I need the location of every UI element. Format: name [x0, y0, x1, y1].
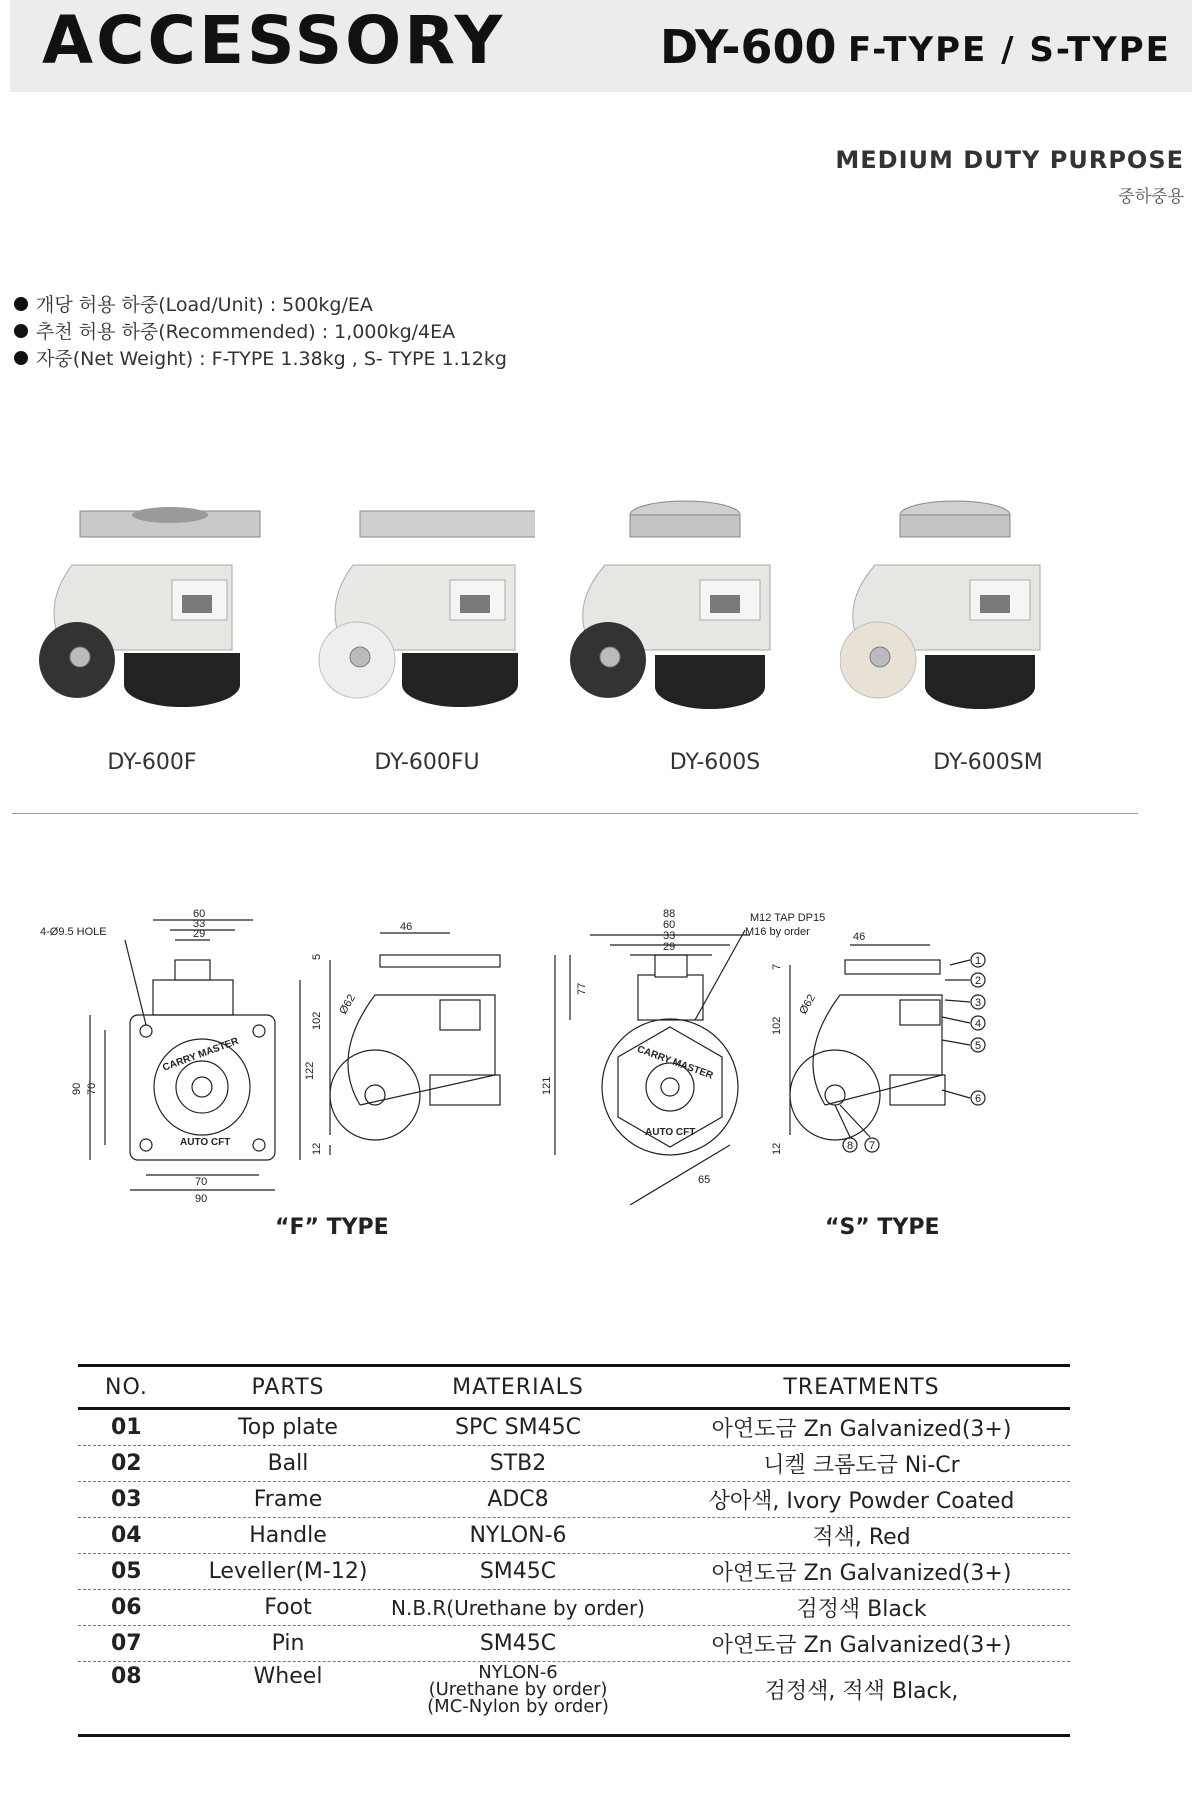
callout-5: 5 — [975, 1040, 982, 1052]
f-type-side-view — [330, 933, 500, 1155]
purpose-ko: 중하중용 — [1118, 187, 1184, 207]
product-label-s: DY-600S — [669, 750, 761, 775]
product-image-sm — [840, 495, 1070, 725]
cell-material-multi — [383, 1664, 653, 1715]
f-dim-60: 60 — [193, 908, 206, 920]
callout-2: 2 — [975, 975, 982, 987]
f-hole-label: 4-Ø9.5 HOLE — [40, 926, 107, 938]
callout-3: 3 — [975, 997, 982, 1009]
f-dim-29: 29 — [193, 928, 206, 940]
cell-no: 02 — [111, 1451, 142, 1476]
f-dim-70b: 70 — [195, 1176, 208, 1188]
table-row — [78, 1626, 1070, 1662]
f-dim-phi62: Ø62 — [337, 992, 358, 1017]
product-image-fu — [305, 495, 535, 725]
s-tap2-label: M16 by order — [745, 926, 810, 938]
s-dim-33: 33 — [663, 930, 676, 942]
f-side-dims — [311, 921, 412, 1155]
f-brand-top: CARRY MASTER — [161, 1035, 241, 1074]
col-materials: MATERIALS — [452, 1374, 584, 1400]
cell-treatment: 검정색, 적색 Black, — [764, 1679, 959, 1704]
spec-load — [14, 292, 507, 319]
cell-material: NYLON-6 — [478, 1662, 558, 1683]
table-row — [78, 1662, 1070, 1737]
cell-material: SM45C — [479, 1631, 557, 1656]
table-row — [78, 1410, 1070, 1446]
s-side-dims — [771, 931, 865, 1155]
cell-no: 07 — [111, 1631, 142, 1656]
spec-load-text: 개당 허용 하중(Load/Unit) : 500kg/EA — [36, 294, 373, 316]
section-divider — [12, 813, 1138, 814]
s-dim-7: 7 — [771, 963, 783, 970]
table-row — [78, 1446, 1070, 1482]
cell-treatment: 아연도금 Zn Galvanized(3+) — [711, 1417, 1012, 1442]
bullet-icon — [14, 324, 28, 338]
cell-part: Leveller(M-12) — [208, 1559, 368, 1584]
cell-material-alt1: (Urethane by order) — [428, 1679, 608, 1700]
spec-recommended — [14, 319, 507, 346]
cell-treatment: 적색, Red — [812, 1525, 911, 1550]
model-types: F-TYPE / S-TYPE — [848, 30, 1171, 70]
s-dim-60: 60 — [663, 919, 676, 931]
model-number: DY-600 — [660, 20, 837, 74]
cell-no: 06 — [111, 1595, 142, 1620]
spec-weight-text: 자중(Net Weight) : F-TYPE 1.38kg , S- TYPE 1.12kg — [36, 348, 507, 370]
product-image-f — [32, 495, 262, 725]
page-title: ACCESSORY — [42, 2, 506, 79]
f-type-label: “F” TYPE — [275, 1215, 389, 1240]
callout-4: 4 — [975, 1018, 982, 1030]
spec-weight — [14, 346, 507, 373]
cell-no: 04 — [111, 1523, 142, 1548]
cell-treatment: 니켈 크롬도금 Ni-Cr — [763, 1453, 960, 1478]
cell-treatment: 아연도금 Zn Galvanized(3+) — [711, 1561, 1012, 1586]
cell-treatment: 상아색, Ivory Powder Coated — [708, 1489, 1015, 1514]
callout-1: 1 — [975, 955, 982, 967]
cell-material: SPC SM45C — [455, 1415, 581, 1440]
cell-part: Handle — [249, 1523, 327, 1548]
bullet-icon — [14, 297, 28, 311]
s-type-side-view — [790, 945, 970, 1140]
cell-material: NYLON-6 — [469, 1523, 567, 1548]
bullet-icon — [14, 351, 28, 365]
s-dim-29: 29 — [663, 941, 676, 953]
f-dim-90: 90 — [71, 1082, 83, 1095]
s-brand-top: CARRY MASTER — [635, 1043, 715, 1082]
table-header — [78, 1364, 1070, 1410]
cell-no: 03 — [111, 1487, 142, 1512]
f-dim-70: 70 — [86, 1082, 98, 1095]
cell-no: 05 — [111, 1559, 142, 1584]
cell-no: 01 — [111, 1415, 142, 1440]
table-row — [78, 1518, 1070, 1554]
parts-table — [78, 1364, 1070, 1737]
f-dim-33: 33 — [193, 918, 206, 930]
s-brand-bottom: AUTO CFT — [645, 1127, 696, 1138]
product-label-sm: DY-600SM — [933, 750, 1043, 775]
s-dim-65: 65 — [698, 1174, 711, 1186]
s-tap-label: M12 TAP DP15 — [750, 912, 826, 924]
product-label-fu: DY-600FU — [374, 750, 480, 775]
s-callouts — [843, 953, 985, 1152]
col-treatments: TREATMENTS — [783, 1374, 940, 1400]
header-bar — [10, 0, 1192, 92]
col-parts: PARTS — [251, 1374, 325, 1400]
s-dim-102: 102 — [771, 1016, 783, 1035]
table-row — [78, 1482, 1070, 1518]
spec-recommended-text: 추천 허용 하중(Recommended) : 1,000kg/4EA — [36, 321, 456, 343]
cell-material: SM45C — [479, 1559, 557, 1584]
table-row — [78, 1554, 1070, 1590]
cell-part: Ball — [267, 1451, 309, 1476]
cell-treatment: 아연도금 Zn Galvanized(3+) — [711, 1633, 1012, 1658]
cell-part: Wheel — [253, 1664, 323, 1689]
table-row — [78, 1590, 1070, 1626]
cell-material: N.B.R(Urethane by order) — [391, 1595, 645, 1620]
s-dim-phi62: Ø62 — [797, 992, 818, 1017]
f-brand-bottom: AUTO CFT — [180, 1137, 231, 1148]
callout-7: 7 — [869, 1140, 876, 1152]
spec-list — [14, 292, 507, 373]
s-type-top-view — [555, 930, 750, 1205]
s-dim-46: 46 — [853, 931, 866, 943]
product-label-f: DY-600F — [107, 750, 197, 775]
cell-material: STB2 — [489, 1451, 547, 1476]
col-no: NO. — [105, 1374, 148, 1400]
s-dim-88: 88 — [663, 908, 676, 920]
cell-part: Frame — [253, 1487, 323, 1512]
s-type-label: “S” TYPE — [825, 1215, 940, 1240]
callout-8: 8 — [847, 1140, 854, 1152]
f-dim-46: 46 — [400, 921, 413, 933]
cell-part: Pin — [271, 1631, 305, 1656]
cell-part: Top plate — [238, 1415, 338, 1440]
cell-part: Foot — [264, 1595, 312, 1620]
cell-no: 08 — [111, 1664, 142, 1689]
s-dim-12: 12 — [771, 1142, 783, 1155]
cell-material-alt2: (MC-Nylon by order) — [427, 1696, 609, 1717]
cell-treatment: 검정색 Black — [796, 1597, 927, 1622]
callout-6: 6 — [975, 1093, 982, 1105]
s-dim-121: 121 — [541, 1076, 553, 1095]
product-image-s — [570, 495, 800, 725]
f-dim-5: 5 — [311, 953, 323, 960]
s-dim-77: 77 — [576, 982, 588, 995]
f-dim-102: 102 — [311, 1011, 323, 1030]
technical-drawings — [30, 905, 1170, 1245]
f-dim-12: 12 — [311, 1142, 323, 1155]
cell-material: ADC8 — [487, 1487, 549, 1512]
f-dim-90b: 90 — [195, 1193, 208, 1205]
f-dim-122: 122 — [304, 1061, 316, 1080]
purpose-en: MEDIUM DUTY PURPOSE — [835, 146, 1184, 174]
